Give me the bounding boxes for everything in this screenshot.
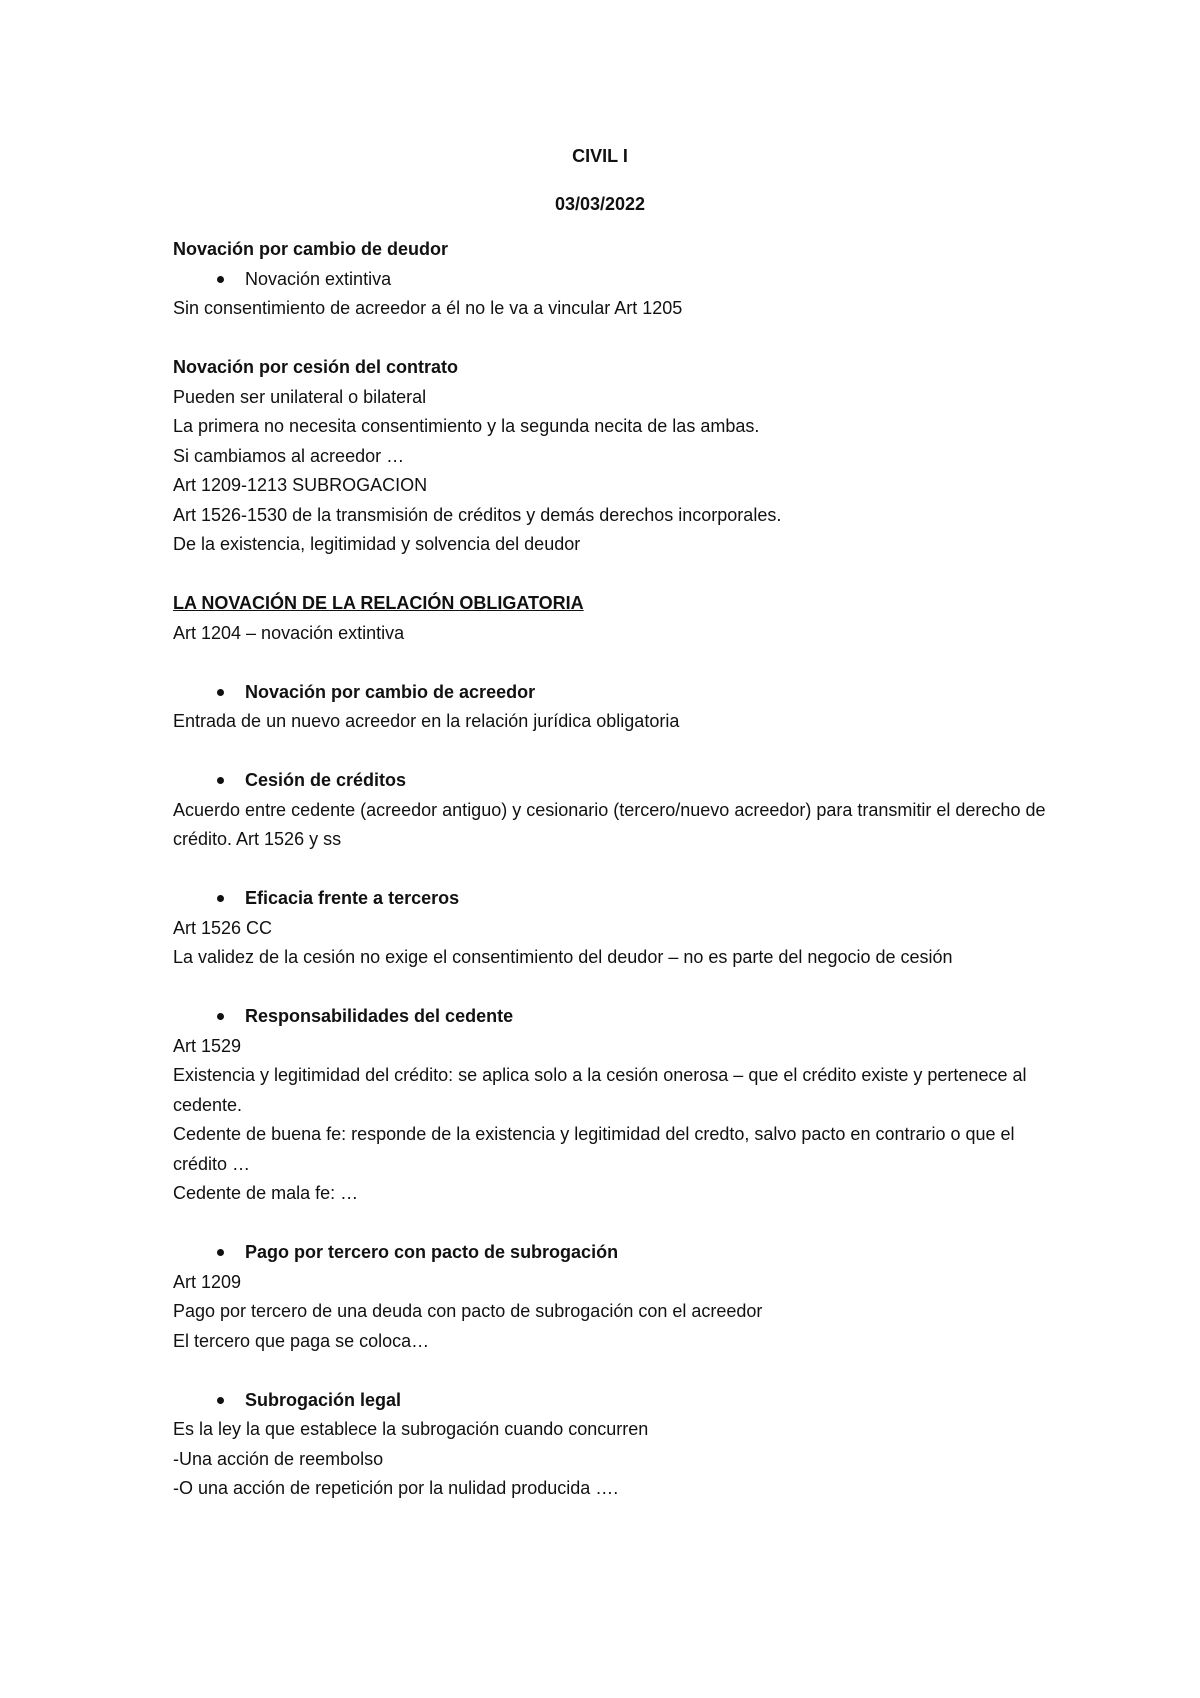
bullet-icon: [217, 689, 224, 696]
paragraph: Cedente de buena fe: responde de la existencia y legitimidad del credto, salvo pacto en contrario o que el crédito …: [173, 1124, 1015, 1174]
section-heading: Novación por cambio de deudor: [173, 239, 449, 259]
bullet-heading: Eficacia frente a terceros: [173, 884, 1053, 914]
section-heading: Novación por cesión del contrato: [173, 357, 459, 377]
paragraph: Es la ley la que establece la subrogación cuando concurren: [173, 1419, 649, 1439]
paragraph: La primera no necesita consentimiento y la segunda necita de las ambas.: [173, 416, 760, 436]
document-title: CIVIL I: [572, 146, 628, 166]
bullet-icon: [217, 895, 224, 902]
article-ref: Art 1209: [173, 1271, 242, 1292]
bullet-heading: Subrogación legal: [173, 1386, 1053, 1416]
paragraph: Si cambiamos al acreedor …: [173, 445, 405, 466]
paragraph: De la existencia, legitimidad y solvencia del deudor: [173, 534, 581, 554]
bullet-heading: Pago por tercero con pacto de subrogación: [173, 1238, 1053, 1268]
paragraph: La validez de la cesión no exige el consentimiento del deudor – no es parte del negocio de cesión: [173, 947, 953, 967]
paragraph: Pago por tercero de una deuda con pacto de subrogación con el acreedor: [173, 1301, 763, 1321]
paragraph: Cedente de mala fe: …: [173, 1183, 359, 1203]
document-date: 03/03/2022: [554, 194, 646, 214]
paragraph: Art 1209-1213 SUBROGACION: [173, 475, 428, 495]
bullet-item: Novación extintiva: [173, 265, 1053, 295]
bullet-icon: [217, 1013, 224, 1020]
paragraph: El tercero que paga se coloca…: [173, 1330, 430, 1351]
paragraph: Sin consentimiento de acreedor a él no le va a vincular Art 1205: [173, 298, 683, 318]
paragraph: -Una acción de reembolso: [173, 1448, 384, 1469]
paragraph: Art 1526-1530 de la transmisión de créditos y demás derechos incorporales.: [173, 504, 782, 525]
bullet-heading: Novación por cambio de acreedor: [173, 678, 1053, 708]
paragraph: Acuerdo entre cedente (acreedor antiguo) y cesionario (tercero/nuevo acreedor) para transmitir el derecho de crédito. Art 1526 y ss: [173, 799, 1046, 849]
document-body: [173, 235, 1053, 1504]
bullet-heading: Cesión de créditos: [173, 766, 1053, 796]
bullet-icon: [217, 276, 224, 283]
section-heading: LA NOVACIÓN DE LA RELACIÓN OBLIGATORIA: [173, 593, 584, 613]
article-ref: Art 1526 CC: [173, 917, 273, 938]
bullet-icon: [217, 1249, 224, 1256]
bullet-heading: Responsabilidades del cedente: [173, 1002, 1053, 1032]
paragraph: Entrada de un nuevo acreedor en la relación jurídica obligatoria: [173, 711, 680, 731]
paragraph: -O una acción de repetición por la nulidad producida ….: [173, 1478, 619, 1498]
paragraph: Pueden ser unilateral o bilateral: [173, 386, 427, 407]
paragraph: Art 1204 – novación extintiva: [173, 622, 405, 643]
paragraph: Existencia y legitimidad del crédito: se aplica solo a la cesión onerosa – que el crédito existe y pertenece al cedente.: [173, 1065, 1027, 1115]
bullet-icon: [217, 1397, 224, 1404]
bullet-icon: [217, 777, 224, 784]
article-ref: Art 1529: [173, 1035, 242, 1056]
